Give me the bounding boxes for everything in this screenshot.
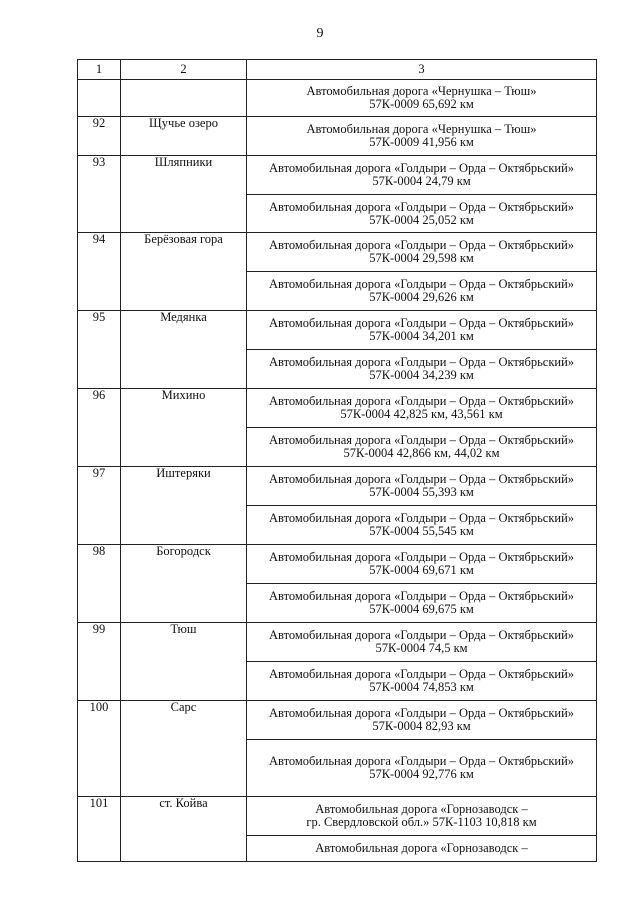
settlement-name: Сарс: [121, 701, 247, 797]
settlement-name: ст. Койва: [121, 797, 247, 862]
road-cell: [247, 836, 597, 862]
road-name: Автомобильная дорога «Голдыри – Орда – Октябрьский»: [268, 394, 575, 408]
road-name: Автомобильная дорога «Голдыри – Орда – Октябрьский»: [268, 316, 575, 330]
road-name: Автомобильная дорога «Голдыри – Орда – Октябрьский»: [268, 238, 575, 252]
table-row: [78, 80, 597, 117]
table-row: [78, 467, 597, 506]
row-number: 100: [78, 701, 121, 797]
road-cell: [247, 584, 597, 623]
road-cell: [247, 80, 597, 117]
road-name: Автомобильная дорога «Голдыри – Орда – Октябрьский»: [268, 199, 575, 214]
road-name: Автомобильная дорога «Голдыри – Орда – Октябрьский»: [268, 628, 575, 642]
road-km: 57К-0004 92,776 км: [369, 767, 474, 781]
road-km: 57К-0004 69,675 км: [369, 602, 474, 616]
road-cell: [247, 662, 597, 701]
table-row: [78, 623, 597, 662]
road-km: 57К-0004 24,79 км: [372, 174, 471, 188]
road-cell: [247, 389, 597, 428]
page-number: 9: [316, 26, 324, 41]
table-row: [78, 311, 597, 350]
row-number: 98: [78, 545, 121, 623]
road-name: Автомобильная дорога «Голдыри – Орда – Октябрьский»: [268, 355, 575, 369]
road-name: Автомобильная дорога «Голдыри – Орда – Октябрьский»: [268, 433, 575, 447]
road-km: 57К-0004 42,825 км, 43,561 км: [340, 407, 503, 421]
table-row: [78, 156, 597, 195]
row-number: 96: [78, 389, 121, 467]
road-name: Автомобильная дорога «Голдыри – Орда – Октябрьский»: [268, 472, 575, 486]
column-header: 1: [78, 60, 121, 80]
table-row: [78, 389, 597, 428]
road-name: Автомобильная дорога «Горнозаводск –: [315, 841, 528, 855]
road-cell: [247, 797, 597, 836]
settlement-name: [121, 80, 247, 117]
table-body: [78, 80, 597, 862]
road-cell: [247, 623, 597, 662]
settlement-name: Щучье озеро: [121, 117, 247, 156]
row-number: 97: [78, 467, 121, 545]
road-cell: [247, 195, 597, 233]
row-number: 94: [78, 233, 121, 311]
road-cell: [247, 272, 597, 311]
row-number: 101: [78, 797, 121, 862]
table-row: [78, 797, 597, 836]
settlement-name: Богородск: [121, 545, 247, 623]
road-km: гр. Свердловской обл.» 57К-1103 10,818 км: [306, 815, 537, 829]
road-name: Автомобильная дорога «Горнозаводск –: [315, 802, 528, 816]
road-cell: [247, 156, 597, 195]
road-cell: [247, 428, 597, 467]
settlement-name: Шляпники: [121, 156, 247, 233]
road-cell: [247, 467, 597, 506]
table-row: [78, 117, 597, 156]
road-km: 57К-0009 65,692 км: [369, 97, 474, 111]
road-name: Автомобильная дорога «Чернушка – Тюш»: [306, 84, 537, 98]
road-name: Автомобильная дорога «Голдыри – Орда – Октябрьский»: [268, 161, 575, 175]
settlement-name: Берёзовая гора: [121, 233, 247, 311]
road-km: 57К-0004 42,866 км, 44,02 км: [343, 446, 500, 460]
table-row: [78, 701, 597, 740]
row-number: [78, 80, 121, 117]
road-km: 57К-0004 25,052 км: [369, 212, 474, 227]
table-row: [78, 233, 597, 272]
road-km: 57К-0004 29,626 км: [369, 290, 474, 304]
column-header: 3: [247, 60, 597, 80]
road-name: Автомобильная дорога «Голдыри – Орда – Октябрьский»: [268, 277, 575, 291]
road-km: 57К-0004 74,5 км: [375, 641, 468, 655]
road-name: Автомобильная дорога «Голдыри – Орда – Октябрьский»: [268, 667, 575, 681]
road-cell: [247, 506, 597, 545]
road-name: Автомобильная дорога «Голдыри – Орда – Октябрьский»: [268, 511, 575, 525]
road-km: 57К-0004 55,393 км: [369, 485, 474, 499]
row-number: 93: [78, 156, 121, 233]
road-km: 57К-0004 55,545 км: [369, 524, 474, 538]
road-km: 57К-0004 74,853 км: [369, 680, 474, 694]
row-number: 99: [78, 623, 121, 701]
road-cell: [247, 350, 597, 389]
road-km: 57К-0009 41,956 км: [369, 135, 474, 149]
settlement-name: Михино: [121, 389, 247, 467]
road-cell: [247, 701, 597, 740]
table-row: [78, 545, 597, 584]
document-table: [77, 59, 597, 862]
row-number: 95: [78, 311, 121, 389]
road-name: Автомобильная дорога «Голдыри – Орда – Октябрьский»: [268, 589, 575, 603]
road-km: 57К-0004 69,671 км: [369, 563, 474, 577]
road-cell: [247, 545, 597, 584]
road-km: 57К-0004 82,93 км: [372, 719, 471, 733]
road-km: 57К-0004 29,598 км: [369, 251, 474, 265]
column-header: 2: [121, 60, 247, 80]
settlement-name: Иштеряки: [121, 467, 247, 545]
road-name: Автомобильная дорога «Голдыри – Орда – Октябрьский»: [268, 706, 575, 720]
table-header-row: [78, 60, 597, 80]
road-cell: [247, 233, 597, 272]
road-cell: [247, 117, 597, 156]
row-number: 92: [78, 117, 121, 156]
road-name: Автомобильная дорога «Чернушка – Тюш»: [306, 122, 537, 136]
road-cell: [247, 740, 597, 797]
settlement-name: Тюш: [121, 623, 247, 701]
road-km: 57К-0004 34,201 км: [369, 329, 474, 343]
road-name: Автомобильная дорога «Голдыри – Орда – Октябрьский»: [268, 550, 575, 564]
road-km: 57К-0004 34,239 км: [369, 368, 474, 382]
road-name: Автомобильная дорога «Голдыри – Орда – Октябрьский»: [268, 754, 575, 768]
settlement-name: Медянка: [121, 311, 247, 389]
road-cell: [247, 311, 597, 350]
